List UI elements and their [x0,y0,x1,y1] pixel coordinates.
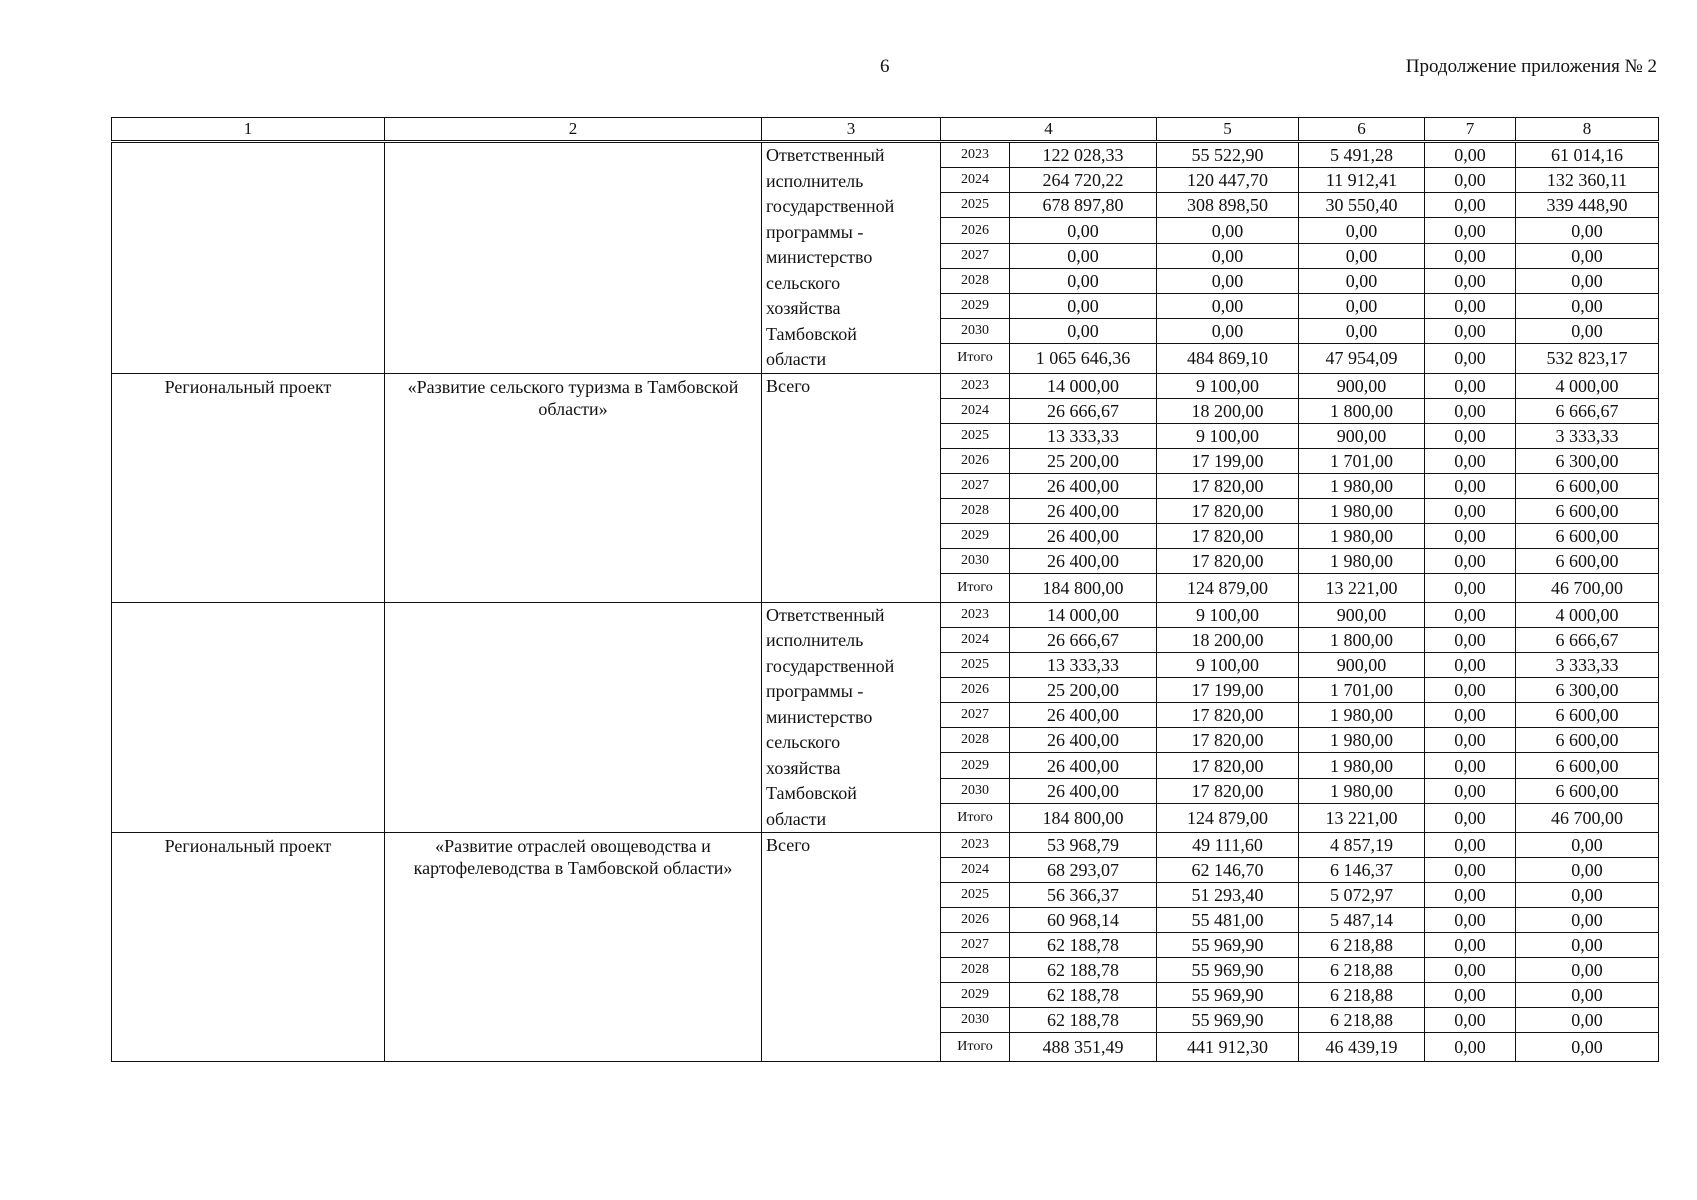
amount-cell-v5: 17 820,00 [1157,473,1299,498]
funding-source-cell [762,142,941,374]
column-header: 4 [941,118,1157,142]
amount-cell-v5: 17 820,00 [1157,523,1299,548]
amount-cell-v7: 0,00 [1425,703,1516,728]
amount-cell-v5: 0,00 [1157,319,1299,344]
amount-cell-v6: 1 980,00 [1299,703,1425,728]
funding-source-line: области [766,808,827,829]
funding-source-line: государственной [766,196,895,216]
project-name-cell [385,602,762,833]
year-cell: Итого [941,803,1010,832]
funding-source-line: исполнитель [766,170,864,191]
amount-cell-v6: 6 146,37 [1299,858,1425,883]
funding-source-line: хозяйства [766,298,841,318]
amount-cell-v6: 46 439,19 [1299,1033,1425,1062]
amount-cell-v7: 0,00 [1425,858,1516,883]
amount-cell-v8: 6 600,00 [1516,778,1659,803]
amount-cell-v8: 0,00 [1516,858,1659,883]
amount-cell-v6: 5 487,14 [1299,908,1425,933]
year-cell: 2027 [941,933,1010,958]
amount-cell-v8: 6 300,00 [1516,448,1659,473]
amount-cell-v4: 14 000,00 [1010,602,1157,627]
amount-cell-v8: 0,00 [1516,1008,1659,1033]
funding-source-line: Ответственный [766,145,885,165]
budget-table [111,117,1659,1062]
year-cell: 2024 [941,627,1010,652]
amount-cell-v8: 6 600,00 [1516,498,1659,523]
year-cell: Итого [941,1033,1010,1062]
year-cell: 2027 [941,243,1010,268]
amount-cell-v4: 26 400,00 [1010,778,1157,803]
year-cell: Итого [941,573,1010,602]
amount-cell-v6: 13 221,00 [1299,573,1425,602]
funding-source-line: министерство [766,706,873,727]
year-cell: 2030 [941,548,1010,573]
funding-source-line: программы - [766,681,864,701]
year-cell: 2025 [941,193,1010,218]
project-name-cell: «Развитие сельского туризма в Тамбовской области» [385,373,762,602]
amount-cell-v5: 308 898,50 [1157,193,1299,218]
year-cell: 2024 [941,858,1010,883]
project-type-cell: Региональный проект [112,373,385,602]
amount-cell-v4: 26 400,00 [1010,548,1157,573]
amount-cell-v4: 26 400,00 [1010,498,1157,523]
amount-cell-v7: 0,00 [1425,1008,1516,1033]
amount-cell-v4: 14 000,00 [1010,373,1157,398]
amount-cell-v4: 678 897,80 [1010,193,1157,218]
project-name-cell: «Развитие отраслей овощеводства и картофелеводства в Тамбовской области» [385,833,762,1062]
amount-cell-v8: 132 360,11 [1516,168,1659,193]
amount-cell-v4: 488 351,49 [1010,1033,1157,1062]
amount-cell-v4: 56 366,37 [1010,883,1157,908]
amount-cell-v7: 0,00 [1425,268,1516,293]
amount-cell-v7: 0,00 [1425,627,1516,652]
amount-cell-v6: 1 701,00 [1299,677,1425,702]
amount-cell-v8: 6 600,00 [1516,753,1659,778]
amount-cell-v6: 1 701,00 [1299,448,1425,473]
year-cell: 2024 [941,168,1010,193]
project-name-cell [385,142,762,374]
year-cell: 2026 [941,218,1010,243]
amount-cell-v6: 0,00 [1299,319,1425,344]
amount-cell-v5: 0,00 [1157,243,1299,268]
table-row [112,602,1659,627]
amount-cell-v6: 1 980,00 [1299,548,1425,573]
amount-cell-v6: 1 980,00 [1299,498,1425,523]
year-cell: 2023 [941,142,1010,168]
amount-cell-v4: 25 200,00 [1010,448,1157,473]
amount-cell-v8: 6 600,00 [1516,703,1659,728]
amount-cell-v5: 17 820,00 [1157,753,1299,778]
amount-cell-v5: 51 293,40 [1157,883,1299,908]
amount-cell-v6: 6 218,88 [1299,958,1425,983]
funding-source-line: сельского [766,272,841,293]
year-cell: 2026 [941,677,1010,702]
amount-cell-v8: 0,00 [1516,218,1659,243]
amount-cell-v6: 5 072,97 [1299,883,1425,908]
amount-cell-v8: 0,00 [1516,243,1659,268]
year-cell: 2027 [941,703,1010,728]
amount-cell-v6: 900,00 [1299,373,1425,398]
amount-cell-v5: 484 869,10 [1157,344,1299,373]
year-cell: 2026 [941,448,1010,473]
amount-cell-v6: 1 980,00 [1299,778,1425,803]
year-cell: 2027 [941,473,1010,498]
amount-cell-v5: 17 820,00 [1157,548,1299,573]
column-header: 3 [762,118,941,142]
amount-cell-v4: 60 968,14 [1010,908,1157,933]
amount-cell-v4: 0,00 [1010,243,1157,268]
column-header-row [112,118,1659,142]
amount-cell-v4: 26 400,00 [1010,473,1157,498]
amount-cell-v6: 1 800,00 [1299,627,1425,652]
amount-cell-v7: 0,00 [1425,908,1516,933]
amount-cell-v8: 0,00 [1516,833,1659,858]
amount-cell-v4: 184 800,00 [1010,803,1157,832]
amount-cell-v8: 0,00 [1516,958,1659,983]
funding-source-cell [762,602,941,833]
amount-cell-v5: 0,00 [1157,293,1299,318]
amount-cell-v4: 26 666,67 [1010,398,1157,423]
amount-cell-v7: 0,00 [1425,983,1516,1008]
amount-cell-v5: 17 820,00 [1157,703,1299,728]
amount-cell-v7: 0,00 [1425,473,1516,498]
amount-cell-v5: 124 879,00 [1157,803,1299,832]
funding-source-line: Всего [766,835,811,855]
amount-cell-v6: 11 912,41 [1299,168,1425,193]
amount-cell-v8: 6 300,00 [1516,677,1659,702]
year-cell: 2028 [941,958,1010,983]
amount-cell-v6: 6 218,88 [1299,1008,1425,1033]
funding-source-line: министерство [766,247,873,267]
amount-cell-v6: 4 857,19 [1299,833,1425,858]
amount-cell-v7: 0,00 [1425,293,1516,318]
amount-cell-v5: 49 111,60 [1157,833,1299,858]
amount-cell-v7: 0,00 [1425,168,1516,193]
amount-cell-v7: 0,00 [1425,319,1516,344]
amount-cell-v5: 17 199,00 [1157,448,1299,473]
amount-cell-v5: 17 820,00 [1157,728,1299,753]
amount-cell-v8: 339 448,90 [1516,193,1659,218]
amount-cell-v6: 30 550,40 [1299,193,1425,218]
amount-cell-v5: 441 912,30 [1157,1033,1299,1062]
column-header: 7 [1425,118,1516,142]
amount-cell-v6: 0,00 [1299,218,1425,243]
amount-cell-v7: 0,00 [1425,728,1516,753]
amount-cell-v7: 0,00 [1425,753,1516,778]
amount-cell-v4: 68 293,07 [1010,858,1157,883]
amount-cell-v4: 13 333,33 [1010,652,1157,677]
year-cell: 2030 [941,778,1010,803]
amount-cell-v4: 0,00 [1010,268,1157,293]
amount-cell-v4: 25 200,00 [1010,677,1157,702]
amount-cell-v8: 0,00 [1516,1033,1659,1062]
amount-cell-v7: 0,00 [1425,548,1516,573]
amount-cell-v6: 6 218,88 [1299,983,1425,1008]
funding-source-line: Тамбовской [766,323,857,344]
amount-cell-v7: 0,00 [1425,243,1516,268]
amount-cell-v6: 5 491,28 [1299,142,1425,168]
amount-cell-v8: 0,00 [1516,319,1659,344]
amount-cell-v7: 0,00 [1425,958,1516,983]
amount-cell-v6: 1 800,00 [1299,398,1425,423]
amount-cell-v7: 0,00 [1425,423,1516,448]
year-cell: 2028 [941,498,1010,523]
amount-cell-v7: 0,00 [1425,933,1516,958]
amount-cell-v7: 0,00 [1425,803,1516,832]
amount-cell-v4: 26 400,00 [1010,703,1157,728]
amount-cell-v5: 120 447,70 [1157,168,1299,193]
amount-cell-v8: 46 700,00 [1516,803,1659,832]
amount-cell-v8: 6 600,00 [1516,473,1659,498]
amount-cell-v4: 53 968,79 [1010,833,1157,858]
year-cell: 2024 [941,398,1010,423]
amount-cell-v8: 4 000,00 [1516,602,1659,627]
amount-cell-v4: 26 400,00 [1010,728,1157,753]
amount-cell-v7: 0,00 [1425,778,1516,803]
amount-cell-v8: 3 333,33 [1516,423,1659,448]
amount-cell-v8: 532 823,17 [1516,344,1659,373]
amount-cell-v7: 0,00 [1425,448,1516,473]
amount-cell-v8: 6 600,00 [1516,728,1659,753]
year-cell: 2025 [941,652,1010,677]
amount-cell-v7: 0,00 [1425,833,1516,858]
amount-cell-v5: 9 100,00 [1157,373,1299,398]
amount-cell-v4: 62 188,78 [1010,933,1157,958]
year-cell: 2029 [941,753,1010,778]
amount-cell-v4: 26 400,00 [1010,753,1157,778]
amount-cell-v5: 18 200,00 [1157,398,1299,423]
amount-cell-v4: 26 400,00 [1010,523,1157,548]
amount-cell-v7: 0,00 [1425,498,1516,523]
funding-source-line: программы - [766,221,864,242]
funding-source-cell [762,373,941,602]
amount-cell-v5: 55 969,90 [1157,1008,1299,1033]
amount-cell-v5: 18 200,00 [1157,627,1299,652]
amount-cell-v7: 0,00 [1425,398,1516,423]
amount-cell-v4: 0,00 [1010,218,1157,243]
year-cell: 2025 [941,423,1010,448]
amount-cell-v6: 900,00 [1299,602,1425,627]
amount-cell-v8: 61 014,16 [1516,142,1659,168]
column-header: 1 [112,118,385,142]
year-cell: 2030 [941,319,1010,344]
amount-cell-v7: 0,00 [1425,373,1516,398]
amount-cell-v4: 62 188,78 [1010,1008,1157,1033]
amount-cell-v5: 17 820,00 [1157,498,1299,523]
amount-cell-v6: 0,00 [1299,243,1425,268]
project-type-cell [112,602,385,833]
year-cell: 2023 [941,602,1010,627]
amount-cell-v6: 900,00 [1299,652,1425,677]
amount-cell-v4: 264 720,22 [1010,168,1157,193]
amount-cell-v4: 13 333,33 [1010,423,1157,448]
amount-cell-v5: 124 879,00 [1157,573,1299,602]
column-header: 5 [1157,118,1299,142]
funding-source-cell [762,833,941,1062]
amount-cell-v6: 0,00 [1299,268,1425,293]
column-header: 2 [385,118,762,142]
year-cell: 2023 [941,373,1010,398]
funding-source-line: области [766,349,827,369]
appendix-title: Продолжение приложения № 2 [1405,56,1657,77]
amount-cell-v5: 55 969,90 [1157,958,1299,983]
amount-cell-v8: 0,00 [1516,933,1659,958]
table-row [112,833,1659,858]
amount-cell-v6: 1 980,00 [1299,753,1425,778]
amount-cell-v4: 1 065 646,36 [1010,344,1157,373]
table-row [112,142,1659,168]
amount-cell-v7: 0,00 [1425,1033,1516,1062]
amount-cell-v6: 1 980,00 [1299,473,1425,498]
amount-cell-v8: 6 600,00 [1516,548,1659,573]
amount-cell-v5: 9 100,00 [1157,423,1299,448]
amount-cell-v5: 55 969,90 [1157,933,1299,958]
amount-cell-v6: 13 221,00 [1299,803,1425,832]
funding-source-line: сельского [766,732,841,752]
amount-cell-v5: 9 100,00 [1157,652,1299,677]
page-number: 6 [880,56,890,77]
amount-cell-v4: 122 028,33 [1010,142,1157,168]
funding-source-line: хозяйства [766,757,841,778]
amount-cell-v8: 6 666,67 [1516,398,1659,423]
year-cell: 2030 [941,1008,1010,1033]
amount-cell-v8: 0,00 [1516,293,1659,318]
amount-cell-v8: 0,00 [1516,983,1659,1008]
amount-cell-v5: 17 199,00 [1157,677,1299,702]
project-type-cell: Региональный проект [112,833,385,1062]
year-cell: 2025 [941,883,1010,908]
amount-cell-v8: 46 700,00 [1516,573,1659,602]
amount-cell-v5: 0,00 [1157,268,1299,293]
amount-cell-v6: 6 218,88 [1299,933,1425,958]
amount-cell-v5: 55 969,90 [1157,983,1299,1008]
year-cell: 2023 [941,833,1010,858]
table-row [112,373,1659,398]
funding-source-line: Всего [766,375,811,396]
project-type-cell [112,142,385,374]
amount-cell-v7: 0,00 [1425,344,1516,373]
amount-cell-v4: 26 666,67 [1010,627,1157,652]
amount-cell-v5: 9 100,00 [1157,602,1299,627]
amount-cell-v7: 0,00 [1425,677,1516,702]
amount-cell-v7: 0,00 [1425,602,1516,627]
amount-cell-v6: 900,00 [1299,423,1425,448]
funding-source-line: Тамбовской [766,783,857,803]
amount-cell-v5: 55 481,00 [1157,908,1299,933]
amount-cell-v7: 0,00 [1425,883,1516,908]
amount-cell-v8: 0,00 [1516,908,1659,933]
amount-cell-v6: 1 980,00 [1299,728,1425,753]
amount-cell-v4: 62 188,78 [1010,983,1157,1008]
amount-cell-v7: 0,00 [1425,652,1516,677]
year-cell: 2026 [941,908,1010,933]
year-cell: Итого [941,344,1010,373]
funding-source-line: Ответственный [766,604,885,625]
funding-source-line: государственной [766,655,895,676]
year-cell: 2028 [941,728,1010,753]
amount-cell-v6: 0,00 [1299,293,1425,318]
amount-cell-v5: 17 820,00 [1157,778,1299,803]
funding-source-line: исполнитель [766,630,864,650]
amount-cell-v8: 0,00 [1516,883,1659,908]
amount-cell-v6: 47 954,09 [1299,344,1425,373]
year-cell: 2029 [941,523,1010,548]
amount-cell-v6: 1 980,00 [1299,523,1425,548]
amount-cell-v5: 0,00 [1157,218,1299,243]
amount-cell-v7: 0,00 [1425,142,1516,168]
amount-cell-v8: 6 666,67 [1516,627,1659,652]
amount-cell-v7: 0,00 [1425,218,1516,243]
amount-cell-v4: 184 800,00 [1010,573,1157,602]
year-cell: 2028 [941,268,1010,293]
year-cell: 2029 [941,293,1010,318]
amount-cell-v4: 0,00 [1010,293,1157,318]
amount-cell-v8: 0,00 [1516,268,1659,293]
year-cell: 2029 [941,983,1010,1008]
amount-cell-v4: 62 188,78 [1010,958,1157,983]
amount-cell-v8: 6 600,00 [1516,523,1659,548]
amount-cell-v5: 62 146,70 [1157,858,1299,883]
amount-cell-v7: 0,00 [1425,573,1516,602]
amount-cell-v7: 0,00 [1425,523,1516,548]
column-header: 6 [1299,118,1425,142]
column-header: 8 [1516,118,1659,142]
amount-cell-v8: 3 333,33 [1516,652,1659,677]
amount-cell-v5: 55 522,90 [1157,142,1299,168]
amount-cell-v8: 4 000,00 [1516,373,1659,398]
amount-cell-v7: 0,00 [1425,193,1516,218]
amount-cell-v4: 0,00 [1010,319,1157,344]
